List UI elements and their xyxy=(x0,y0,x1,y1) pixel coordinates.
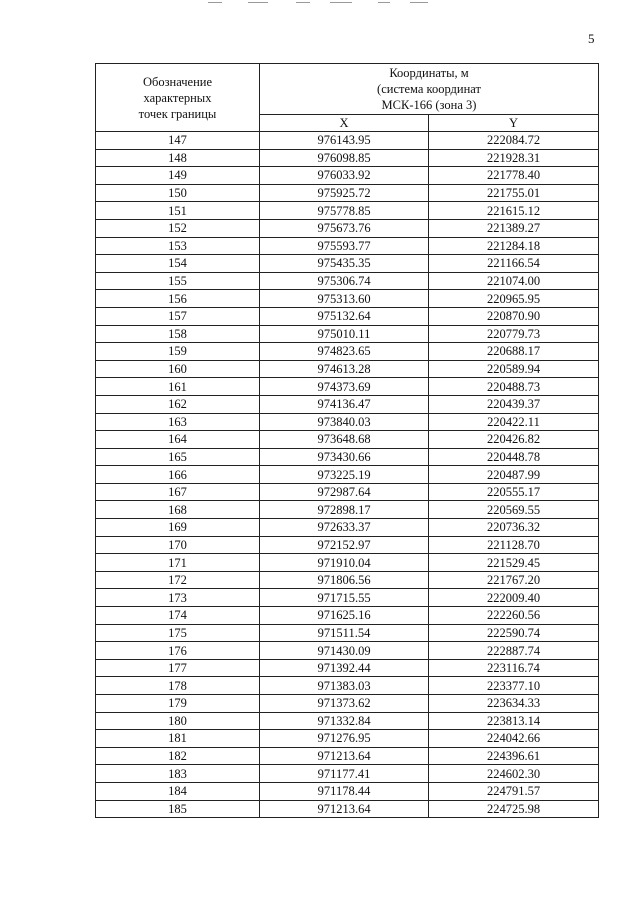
table-row xyxy=(96,413,599,431)
table-row xyxy=(96,184,599,202)
table-row xyxy=(96,624,599,642)
point-cell: 156 xyxy=(96,290,260,308)
table-row xyxy=(96,589,599,607)
point-cell: 179 xyxy=(96,695,260,713)
y-coordinate-cell: 220779.73 xyxy=(429,325,599,343)
y-coordinate-cell: 221615.12 xyxy=(429,202,599,220)
point-cell: 153 xyxy=(96,237,260,255)
point-cell: 150 xyxy=(96,184,260,202)
x-coordinate-cell: 975010.11 xyxy=(260,325,429,343)
point-cell: 148 xyxy=(96,149,260,167)
scan-edge-mark xyxy=(378,2,390,3)
page-number: 5 xyxy=(588,31,595,46)
y-coordinate-cell: 224396.61 xyxy=(429,747,599,765)
x-coordinate-cell: 971177.41 xyxy=(260,765,429,783)
point-cell: 174 xyxy=(96,607,260,625)
table-row xyxy=(96,132,599,150)
coords-header-line: (система координат xyxy=(377,82,481,96)
x-coordinate-cell: 972152.97 xyxy=(260,536,429,554)
y-coordinate-cell: 221529.45 xyxy=(429,554,599,572)
table-row xyxy=(96,395,599,413)
table-row xyxy=(96,747,599,765)
scan-edge-mark xyxy=(296,2,310,3)
y-coordinate-cell: 224602.30 xyxy=(429,765,599,783)
x-coordinate-cell: 972987.64 xyxy=(260,483,429,501)
y-coordinate-cell: 220965.95 xyxy=(429,290,599,308)
x-coordinate-cell: 973840.03 xyxy=(260,413,429,431)
point-cell: 182 xyxy=(96,747,260,765)
x-coordinate-cell: 971276.95 xyxy=(260,730,429,748)
scan-edge-mark xyxy=(330,2,352,3)
table-row xyxy=(96,765,599,783)
y-column-header: Y xyxy=(429,115,599,132)
scan-edge-mark xyxy=(248,2,268,3)
scan-edge-mark xyxy=(410,2,428,3)
table-row xyxy=(96,219,599,237)
table-body xyxy=(96,132,599,818)
x-coordinate-cell: 975778.85 xyxy=(260,202,429,220)
y-coordinate-cell: 220426.82 xyxy=(429,431,599,449)
point-cell: 160 xyxy=(96,360,260,378)
y-coordinate-cell: 224791.57 xyxy=(429,782,599,800)
x-coordinate-cell: 975673.76 xyxy=(260,219,429,237)
x-coordinate-cell: 971430.09 xyxy=(260,642,429,660)
x-coordinate-cell: 971806.56 xyxy=(260,571,429,589)
x-coordinate-cell: 971715.55 xyxy=(260,589,429,607)
y-coordinate-cell: 221767.20 xyxy=(429,571,599,589)
x-coordinate-cell: 971910.04 xyxy=(260,554,429,572)
y-coordinate-cell: 222260.56 xyxy=(429,607,599,625)
point-cell: 167 xyxy=(96,483,260,501)
table-row xyxy=(96,325,599,343)
header-row xyxy=(96,64,599,115)
y-coordinate-cell: 221389.27 xyxy=(429,219,599,237)
y-coordinate-cell: 224725.98 xyxy=(429,800,599,818)
x-coordinate-cell: 971383.03 xyxy=(260,677,429,695)
point-cell: 170 xyxy=(96,536,260,554)
x-coordinate-cell: 971625.16 xyxy=(260,607,429,625)
y-coordinate-cell: 222887.74 xyxy=(429,642,599,660)
point-cell: 185 xyxy=(96,800,260,818)
point-cell: 154 xyxy=(96,255,260,273)
point-cell: 183 xyxy=(96,765,260,783)
x-coordinate-cell: 975593.77 xyxy=(260,237,429,255)
x-coordinate-cell: 971332.84 xyxy=(260,712,429,730)
point-header-line: характерных xyxy=(143,90,212,105)
table-row xyxy=(96,202,599,220)
x-coordinate-cell: 973430.66 xyxy=(260,448,429,466)
table-row xyxy=(96,149,599,167)
x-coordinate-cell: 971213.64 xyxy=(260,747,429,765)
point-cell: 175 xyxy=(96,624,260,642)
point-cell: 165 xyxy=(96,448,260,466)
point-cell: 152 xyxy=(96,219,260,237)
x-coordinate-cell: 973648.68 xyxy=(260,431,429,449)
point-cell: 166 xyxy=(96,466,260,484)
table-row xyxy=(96,466,599,484)
x-coordinate-cell: 971392.44 xyxy=(260,659,429,677)
y-coordinate-cell: 221074.00 xyxy=(429,272,599,290)
y-coordinate-cell: 220870.90 xyxy=(429,307,599,325)
point-cell: 151 xyxy=(96,202,260,220)
x-coordinate-cell: 972633.37 xyxy=(260,519,429,537)
point-header-line: точек границы xyxy=(138,106,217,121)
point-cell: 169 xyxy=(96,519,260,537)
table-row xyxy=(96,677,599,695)
y-coordinate-cell: 221928.31 xyxy=(429,149,599,167)
y-coordinate-cell: 221778.40 xyxy=(429,167,599,185)
point-cell: 149 xyxy=(96,167,260,185)
point-cell: 181 xyxy=(96,730,260,748)
coords-header-line: Координаты, м xyxy=(389,66,469,80)
y-coordinate-cell: 220736.32 xyxy=(429,519,599,537)
table-row xyxy=(96,501,599,519)
point-cell: 155 xyxy=(96,272,260,290)
table-row xyxy=(96,343,599,361)
table-row xyxy=(96,255,599,273)
table-row xyxy=(96,272,599,290)
table-row xyxy=(96,800,599,818)
table-row xyxy=(96,378,599,396)
point-cell: 171 xyxy=(96,554,260,572)
y-coordinate-cell: 220422.11 xyxy=(429,413,599,431)
table-row xyxy=(96,167,599,185)
x-coordinate-cell: 975306.74 xyxy=(260,272,429,290)
table-row xyxy=(96,290,599,308)
y-coordinate-cell: 221128.70 xyxy=(429,536,599,554)
table-row xyxy=(96,659,599,677)
y-coordinate-cell: 220488.73 xyxy=(429,378,599,396)
y-coordinate-cell: 220448.78 xyxy=(429,448,599,466)
x-coordinate-cell: 971373.62 xyxy=(260,695,429,713)
table-row xyxy=(96,642,599,660)
y-coordinate-cell: 223813.14 xyxy=(429,712,599,730)
table-row xyxy=(96,448,599,466)
point-cell: 157 xyxy=(96,307,260,325)
table-row xyxy=(96,695,599,713)
table-row xyxy=(96,307,599,325)
x-coordinate-cell: 971511.54 xyxy=(260,624,429,642)
x-coordinate-cell: 975435.35 xyxy=(260,255,429,273)
table-row xyxy=(96,730,599,748)
y-coordinate-cell: 222009.40 xyxy=(429,589,599,607)
point-cell: 163 xyxy=(96,413,260,431)
y-coordinate-cell: 224042.66 xyxy=(429,730,599,748)
point-cell: 176 xyxy=(96,642,260,660)
y-coordinate-cell: 222084.72 xyxy=(429,132,599,150)
point-cell: 161 xyxy=(96,378,260,396)
y-coordinate-cell: 223634.33 xyxy=(429,695,599,713)
point-column-header xyxy=(96,64,260,132)
point-cell: 184 xyxy=(96,782,260,800)
point-cell: 162 xyxy=(96,395,260,413)
table-row xyxy=(96,519,599,537)
y-coordinate-cell: 220589.94 xyxy=(429,360,599,378)
x-coordinate-cell: 974373.69 xyxy=(260,378,429,396)
y-coordinate-cell: 220569.55 xyxy=(429,501,599,519)
x-coordinate-cell: 976033.92 xyxy=(260,167,429,185)
table-row xyxy=(96,607,599,625)
x-coordinate-cell: 972898.17 xyxy=(260,501,429,519)
x-coordinate-cell: 971178.44 xyxy=(260,782,429,800)
x-coordinate-cell: 974613.28 xyxy=(260,360,429,378)
point-cell: 173 xyxy=(96,589,260,607)
y-coordinate-cell: 220555.17 xyxy=(429,483,599,501)
table-row xyxy=(96,483,599,501)
y-coordinate-cell: 221755.01 xyxy=(429,184,599,202)
table-row xyxy=(96,782,599,800)
point-cell: 158 xyxy=(96,325,260,343)
coords-header-line: МСК-166 (зона 3) xyxy=(381,98,477,112)
y-coordinate-cell: 220487.99 xyxy=(429,466,599,484)
table-row xyxy=(96,237,599,255)
y-coordinate-cell: 222590.74 xyxy=(429,624,599,642)
y-coordinate-cell: 221166.54 xyxy=(429,255,599,273)
table-row xyxy=(96,360,599,378)
x-coordinate-cell: 976143.95 xyxy=(260,132,429,150)
x-coordinate-cell: 976098.85 xyxy=(260,149,429,167)
x-coordinate-cell: 971213.64 xyxy=(260,800,429,818)
y-coordinate-cell: 223116.74 xyxy=(429,659,599,677)
coordinates-column-header xyxy=(260,64,599,115)
y-coordinate-cell: 223377.10 xyxy=(429,677,599,695)
x-coordinate-cell: 973225.19 xyxy=(260,466,429,484)
y-coordinate-cell: 220688.17 xyxy=(429,343,599,361)
x-coordinate-cell: 975313.60 xyxy=(260,290,429,308)
x-coordinate-cell: 975925.72 xyxy=(260,184,429,202)
y-coordinate-cell: 221284.18 xyxy=(429,237,599,255)
point-header-line: Обозначение xyxy=(142,74,213,89)
x-column-header: X xyxy=(260,115,429,132)
scan-edge-mark xyxy=(208,2,222,3)
point-cell: 159 xyxy=(96,343,260,361)
point-cell: 177 xyxy=(96,659,260,677)
point-cell: 168 xyxy=(96,501,260,519)
x-coordinate-cell: 975132.64 xyxy=(260,307,429,325)
point-cell: 147 xyxy=(96,132,260,150)
point-cell: 164 xyxy=(96,431,260,449)
x-coordinate-cell: 974823.65 xyxy=(260,343,429,361)
point-cell: 178 xyxy=(96,677,260,695)
table-row xyxy=(96,554,599,572)
table-row xyxy=(96,571,599,589)
coordinates-table xyxy=(95,63,599,818)
point-cell: 172 xyxy=(96,571,260,589)
table-row xyxy=(96,431,599,449)
x-coordinate-cell: 974136.47 xyxy=(260,395,429,413)
point-cell: 180 xyxy=(96,712,260,730)
table-row xyxy=(96,712,599,730)
y-coordinate-cell: 220439.37 xyxy=(429,395,599,413)
table-row xyxy=(96,536,599,554)
